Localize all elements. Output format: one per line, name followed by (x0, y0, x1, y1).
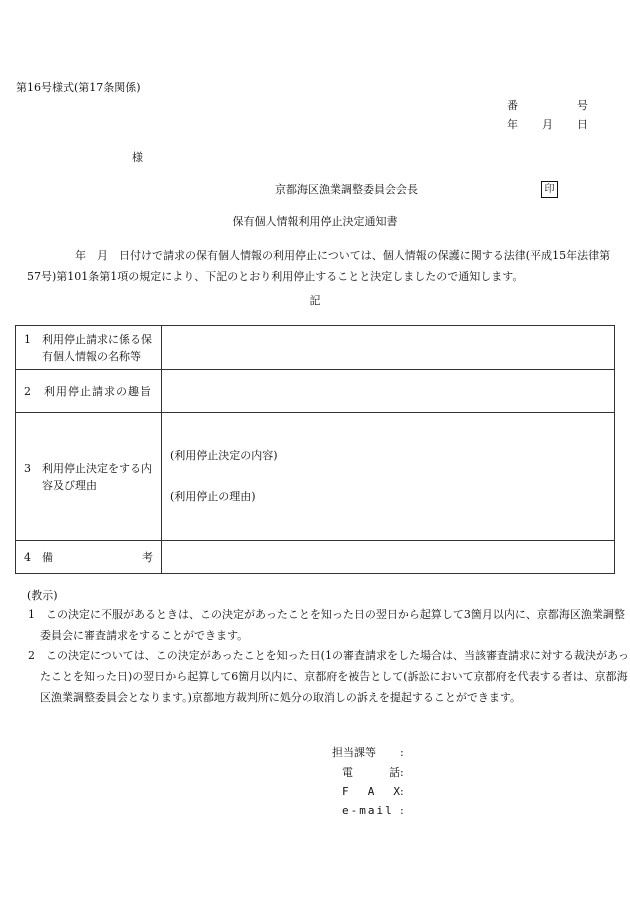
row2-label: 2 利用停止請求の趣旨 (24, 384, 152, 398)
doc-number-suffix: 号 (577, 99, 588, 112)
body-paragraph: 年 月 日付けで請求の保有個人情報の利用停止については、個人情報の保護に関する法律(平成15年法律第57号)第101条第1項の規定により、下記のとおり利用停止することと決定しましたので通知します。 (27, 249, 611, 283)
row1-label: 1 利用停止請求に係る保有個人情報の名称等 (24, 332, 152, 363)
table-row (16, 413, 615, 541)
fax-label-char: F (342, 785, 349, 798)
remarks-label-start: 4 備 (24, 550, 53, 564)
table-row (16, 370, 615, 413)
fax-label (332, 786, 400, 797)
notice-item-1: 1 この決定に不服があるときは、この決定があったことを知った日の翌日から起算して3箇月以内に、京都海区漁業調整委員会に審査請求をすることができます。 (28, 608, 625, 642)
notice-item-2: 2 この決定については、この決定があったことを知った日(1の審査請求をした場合は、当該審査請求に対する裁決があったことを知った日)の翌日から起算して6箇月以内に、京都府を被告として(訴訟において京都府を代表する者は、京都海区漁業調整委員会となります。)京都地方裁判所に処分の取消しの訴えを提起することができます。 (28, 649, 629, 704)
decision-table (15, 325, 615, 574)
form-number: 第16号様式(第17条関係) (16, 81, 141, 94)
remarks-label-end: 考 (142, 550, 153, 564)
colon: : (400, 804, 404, 817)
contact-fax (332, 786, 404, 797)
ki-heading: 記 (309, 294, 321, 307)
contact-email (332, 805, 404, 816)
table-row (16, 541, 615, 574)
table-value-cell (162, 541, 615, 574)
department-label: 担当課等 (332, 746, 376, 759)
document-title: 保有個人情報利用停止決定通知書 (232, 215, 398, 228)
colon: : (400, 785, 404, 798)
table-row (16, 326, 615, 370)
date-day: 日 (577, 118, 588, 131)
phone-label (332, 767, 400, 778)
date-year: 年 (507, 118, 518, 131)
table-value-cell (162, 326, 615, 370)
addressee: 様 (132, 151, 143, 164)
date-line (507, 119, 588, 130)
row3-label: 3 利用停止決定をする内容及び理由 (24, 461, 152, 492)
table-label-cell (16, 541, 162, 574)
table-label-cell (16, 370, 162, 413)
colon: : (400, 746, 404, 759)
notice-heading: (教示) (27, 589, 58, 602)
table-value-cell (162, 370, 615, 413)
document-number-line (507, 100, 588, 111)
row4-label (24, 549, 153, 566)
decision-content-label: (利用停止決定の内容) (170, 448, 278, 462)
date-month: 月 (542, 118, 553, 131)
phone-label-char: 電 (342, 766, 353, 779)
fax-label-char: X (393, 785, 400, 798)
sender-name: 京都海区漁業調整委員会会長 (275, 183, 418, 196)
fax-label-char: A (367, 785, 375, 798)
contact-phone (332, 767, 404, 778)
table-label-cell (16, 413, 162, 541)
table-label-cell (16, 326, 162, 370)
doc-number-label: 番 (507, 99, 518, 112)
seal-stamp: 印 (541, 181, 558, 198)
decision-reason-label: (利用停止の理由) (170, 489, 256, 503)
email-label: e-mail (342, 804, 394, 817)
table-value-cell (162, 413, 615, 541)
contact-department (332, 747, 404, 758)
colon: : (400, 766, 404, 779)
phone-label-char: 話 (389, 766, 400, 779)
